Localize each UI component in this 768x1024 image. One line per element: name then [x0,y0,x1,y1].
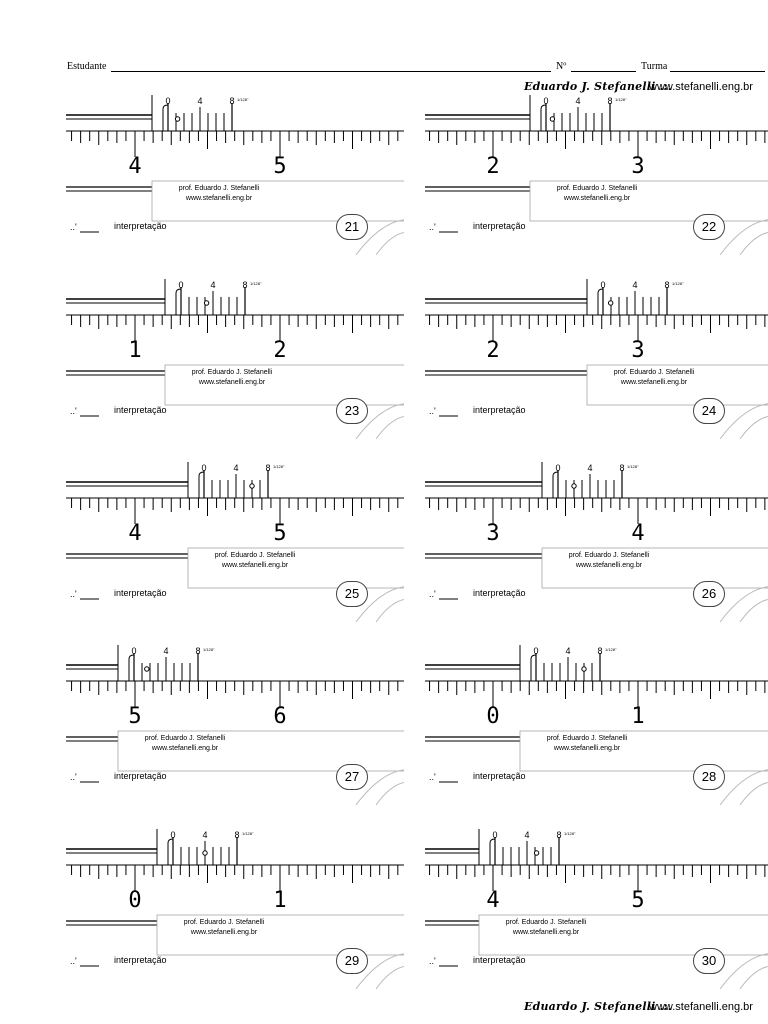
vernier-label: 0 [201,463,207,473]
vernier-unit: 1/128" [237,97,249,102]
main-scale-number: 4 [128,154,142,179]
credit-text [544,551,674,571]
main-scale-number: 1 [631,704,645,729]
vernier-scale [587,279,684,315]
main-scale-number: 0 [128,888,142,913]
credit-text [532,184,662,204]
vernier-label: 0 [555,463,561,473]
caliper-exercise-24 [425,279,765,439]
credit-line: www.stefanelli.eng.br [575,562,643,569]
interpretation-label: interpretação [473,588,526,598]
vernier-label: 4 [197,96,203,106]
credit-line: www.stefanelli.eng.br [563,195,631,202]
credit-text [190,551,320,571]
credit-line: www.stefanelli.eng.br [151,745,219,752]
vernier-label: 4 [210,280,216,290]
number-label: Nº [556,61,567,72]
vernier-label: 0 [165,96,171,106]
caliper-exercise-22 [425,95,765,255]
coincidence-marker [582,667,586,671]
vernier-unit: 1/128" [242,831,254,836]
vernier-unit: 1/128" [273,464,285,469]
main-scale-number: 4 [128,521,142,546]
interpretation-label: interpretação [473,405,526,415]
vernier-label: 8 [664,280,670,290]
credit-line: prof. Eduardo J. Stefanelli [556,185,638,192]
coincidence-marker [534,851,538,855]
footer-website: www.stefanelli.eng.br [649,1001,753,1013]
caliper-exercise-30 [425,829,765,989]
main-scale-number: 4 [486,888,500,913]
exercise-number-badge: 29 [336,948,368,974]
vernier-label: 0 [178,280,184,290]
credit-line: www.stefanelli.eng.br [553,745,621,752]
main-scale-number: 5 [273,154,287,179]
vernier-label: 8 [195,646,201,656]
vernier-label: 8 [556,830,562,840]
credit-text [589,368,719,388]
coincidence-marker [145,667,149,671]
exercise-number-badge: 21 [336,214,368,240]
number-field[interactable] [571,71,636,72]
vernier-label: 4 [524,830,530,840]
vernier-unit: 1/128" [564,831,576,836]
main-scale-number: 1 [128,338,142,363]
footer-signature: Eduardo J. Stefanelli .:. [524,1000,672,1013]
credit-line: www.stefanelli.eng.br [620,379,688,386]
credit-text [522,734,652,754]
interpretation-label: interpretação [473,221,526,231]
vernier-label: 8 [229,96,235,106]
vernier-label: 4 [163,646,169,656]
credit-line: prof. Eduardo J. Stefanelli [505,919,587,926]
interpretation-label: interpretação [114,405,167,415]
coincidence-marker [175,117,179,121]
vernier-scale [520,645,617,681]
credit-text [120,734,250,754]
vernier-unit: 1/128" [615,97,627,102]
vernier-label: 8 [242,280,248,290]
decorative-arc [740,782,768,805]
interpretation-label: interpretação [114,955,167,965]
coincidence-marker [550,117,554,121]
answer-prefix: ..' [70,956,77,966]
decorative-arc [740,966,768,989]
interpretation-label: interpretação [114,771,167,781]
vernier-label: 4 [587,463,593,473]
coincidence-marker [572,484,576,488]
credit-line: prof. Eduardo J. Stefanelli [191,369,273,376]
vernier-label: 8 [265,463,271,473]
vernier-label: 4 [202,830,208,840]
interpretation-label: interpretação [473,955,526,965]
coincidence-marker [250,484,254,488]
exercise-number-badge: 24 [693,398,725,424]
author-signature: Eduardo J. Stefanelli .:. [524,80,672,93]
vernier-label: 0 [600,280,606,290]
decorative-arc [376,232,404,255]
caliper-exercise-25 [66,462,406,622]
answer-prefix: ..' [70,772,77,782]
main-scale-number: 3 [631,338,645,363]
credit-text [159,918,289,938]
vernier-unit: 1/128" [672,281,684,286]
credit-line: prof. Eduardo J. Stefanelli [183,919,265,926]
coincidence-marker [204,301,208,305]
caliper-exercise-23 [66,279,406,439]
main-scale-number: 3 [486,521,500,546]
main-scale-number: 2 [486,338,500,363]
answer-prefix: ..' [429,406,436,416]
vernier-label: 0 [543,96,549,106]
credit-line: prof. Eduardo J. Stefanelli [568,552,650,559]
main-scale-number: 5 [128,704,142,729]
vernier-label: 0 [170,830,176,840]
answer-prefix: ..' [429,772,436,782]
exercise-number-badge: 28 [693,764,725,790]
vernier-label: 4 [575,96,581,106]
vernier-label: 8 [597,646,603,656]
decorative-arc [740,599,768,622]
credit-line: www.stefanelli.eng.br [190,929,258,936]
main-scale-number: 4 [631,521,645,546]
exercise-number-badge: 30 [693,948,725,974]
main-scale-number: 2 [273,338,287,363]
credit-line: prof. Eduardo J. Stefanelli [144,735,226,742]
exercise-number-badge: 25 [336,581,368,607]
credit-text [481,918,611,938]
vernier-scale [188,462,285,498]
decorative-arc [376,599,404,622]
caliper-exercise-27 [66,645,406,805]
credit-line: prof. Eduardo J. Stefanelli [546,735,628,742]
vernier-label: 8 [607,96,613,106]
vernier-label: 0 [533,646,539,656]
student-name-field[interactable] [111,71,551,72]
vernier-label: 0 [131,646,137,656]
answer-prefix: ..' [70,406,77,416]
answer-prefix: ..' [429,956,436,966]
exercise-number-badge: 26 [693,581,725,607]
exercise-number-badge: 22 [693,214,725,240]
vernier-scale [118,645,215,681]
main-scale-number: 1 [273,888,287,913]
vernier-label: 0 [492,830,498,840]
interpretation-label: interpretação [473,771,526,781]
interpretation-label: interpretação [114,221,167,231]
decorative-arc [376,782,404,805]
caliper-exercise-26 [425,462,765,622]
main-scale-number: 3 [631,154,645,179]
worksheet-header [0,0,768,100]
decorative-arc [740,232,768,255]
main-scale-number: 6 [273,704,287,729]
vernier-label: 4 [233,463,239,473]
vernier-unit: 1/128" [250,281,262,286]
vernier-label: 4 [632,280,638,290]
vernier-unit: 1/128" [203,647,215,652]
main-scale-number: 2 [486,154,500,179]
main-scale-number: 0 [486,704,500,729]
vernier-label: 8 [619,463,625,473]
credit-line: prof. Eduardo J. Stefanelli [214,552,296,559]
credit-line: www.stefanelli.eng.br [198,379,266,386]
vernier-scale [165,279,262,315]
vernier-scale [152,95,249,131]
credit-line: www.stefanelli.eng.br [185,195,253,202]
exercise-number-badge: 23 [336,398,368,424]
vernier-label: 4 [565,646,571,656]
vernier-scale [542,462,639,498]
answer-prefix: ..' [429,589,436,599]
vernier-scale [157,829,254,865]
answer-prefix: ..' [70,222,77,232]
caliper-exercise-28 [425,645,765,805]
exercise-number-badge: 27 [336,764,368,790]
vernier-label: 8 [234,830,240,840]
caliper-exercise-21 [66,95,406,255]
main-scale-number: 5 [631,888,645,913]
caliper-exercise-29 [66,829,406,989]
credit-line: prof. Eduardo J. Stefanelli [178,185,260,192]
class-field[interactable] [670,71,765,72]
credit-text [154,184,284,204]
interpretation-label: interpretação [114,588,167,598]
decorative-arc [740,416,768,439]
answer-prefix: ..' [429,222,436,232]
answer-prefix: ..' [70,589,77,599]
coincidence-marker [608,301,612,305]
student-label: Estudante [67,61,107,72]
credit-text [167,368,297,388]
vernier-unit: 1/128" [627,464,639,469]
coincidence-marker [203,851,207,855]
main-scale-number: 5 [273,521,287,546]
vernier-unit: 1/128" [605,647,617,652]
decorative-arc [376,416,404,439]
credit-line: www.stefanelli.eng.br [221,562,289,569]
credit-line: www.stefanelli.eng.br [512,929,580,936]
decorative-arc [376,966,404,989]
class-label: Turma [641,61,668,72]
vernier-scale [530,95,627,131]
credit-line: prof. Eduardo J. Stefanelli [613,369,695,376]
vernier-scale [479,829,576,865]
author-website: www.stefanelli.eng.br [649,81,753,93]
